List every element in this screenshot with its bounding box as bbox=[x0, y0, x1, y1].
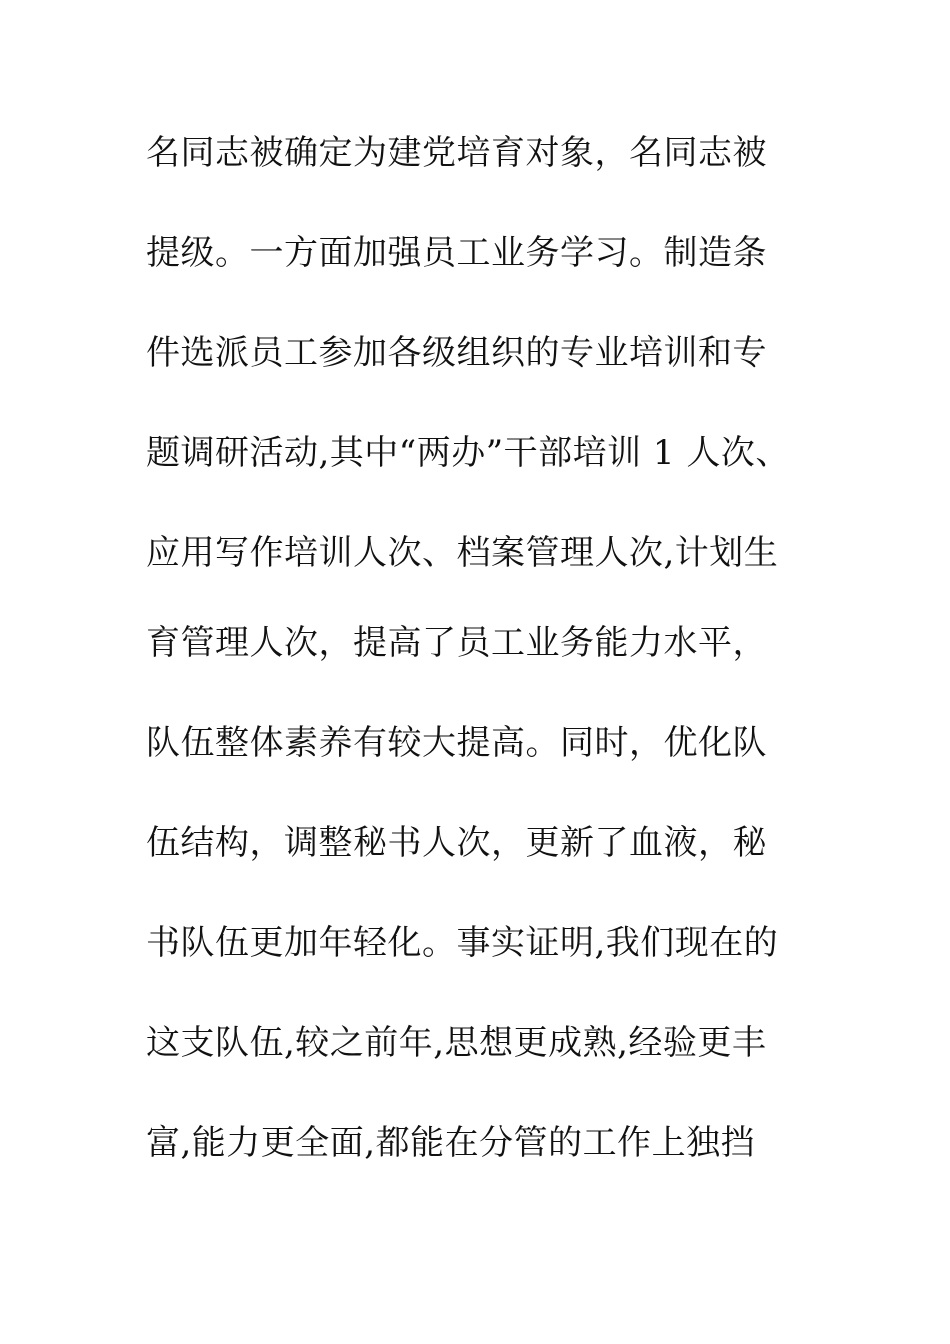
text-line: 名同志被确定为建党培育对象，名同志被 bbox=[146, 133, 767, 173]
text-line: 提级。一方面加强员工业务学习。制造条 bbox=[146, 233, 767, 273]
text-line: 育管理人次，提高了员工业务能力水平， bbox=[146, 623, 767, 663]
text-line: 富,能力更全面,都能在分管的工作上独挡 bbox=[146, 1123, 756, 1163]
text-line: 伍结构，调整秘书人次，更新了血液，秘 bbox=[146, 823, 767, 863]
text-line: 队伍整体素养有较大提高。同时，优化队 bbox=[146, 723, 767, 763]
text-line: 应用写作培训人次、档案管理人次,计划生 bbox=[146, 533, 779, 573]
text-line: 题调研活动,其中“两办”干部培训 1 人次、 bbox=[146, 433, 790, 473]
text-line: 这支队伍,较之前年,思想更成熟,经验更丰 bbox=[146, 1023, 767, 1063]
text-line: 书队伍更加年轻化。事实证明,我们现在的 bbox=[146, 923, 779, 963]
text-line: 件选派员工参加各级组织的专业培训和专 bbox=[146, 333, 767, 373]
